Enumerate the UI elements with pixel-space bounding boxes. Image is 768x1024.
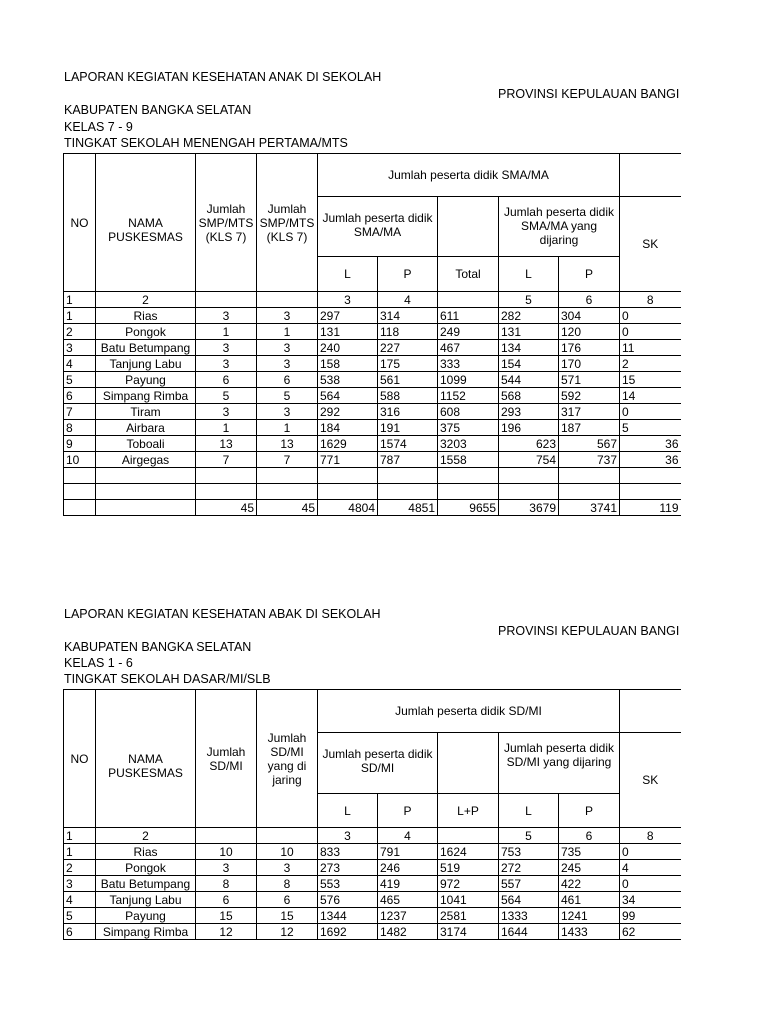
table-cell: 4851 xyxy=(378,500,438,516)
table-cell xyxy=(378,484,438,500)
table-cell: 1 xyxy=(196,324,257,340)
table-cell: 3 xyxy=(257,356,318,372)
table-cell: 8 xyxy=(257,876,318,892)
table-cell: 787 xyxy=(378,452,438,468)
table-cell: 1644 xyxy=(499,924,559,940)
table-cell: 2 xyxy=(64,324,96,340)
table-cell xyxy=(64,484,96,500)
table-cell: 461 xyxy=(559,892,620,908)
table-cell: 3679 xyxy=(499,500,559,516)
table-cell: 3 xyxy=(196,340,257,356)
table-cell: Batu Betumpang xyxy=(96,876,196,892)
table-cell: 576 xyxy=(318,892,378,908)
table-cell: 7 xyxy=(196,452,257,468)
header-p-1: P xyxy=(378,257,438,292)
table-cell: 297 xyxy=(318,308,378,324)
table-cell: 5 xyxy=(64,372,96,388)
table-cell: 567 xyxy=(559,436,620,452)
table-cell: 120 xyxy=(559,324,620,340)
table-cell: 833 xyxy=(318,844,378,860)
table-cell xyxy=(196,292,257,308)
table-cell: 7 xyxy=(64,404,96,420)
table-cell: 191 xyxy=(378,420,438,436)
table-cell: 13 xyxy=(257,436,318,452)
table-cell: 564 xyxy=(318,388,378,404)
table-cell: 544 xyxy=(499,372,559,388)
header-sub-1: Jumlah peserta didik SMA/MA xyxy=(318,197,438,257)
table-cell: 118 xyxy=(378,324,438,340)
table-cell: 15 xyxy=(620,372,681,388)
table-cell: 0 xyxy=(620,404,681,420)
report2-province: PROVINSI KEPULAUAN BANGI xyxy=(498,624,680,638)
report1-province: PROVINSI KEPULAUAN BANGI xyxy=(498,87,680,101)
header-p-2: P xyxy=(559,794,620,828)
table-cell: 735 xyxy=(559,844,620,860)
table-cell: Rias xyxy=(96,844,196,860)
table-cell: 10 xyxy=(64,452,96,468)
table-cell: 5 xyxy=(196,388,257,404)
table-cell xyxy=(257,828,318,844)
table-row xyxy=(64,356,681,372)
table-cell: 3 xyxy=(196,356,257,372)
table-cell: 754 xyxy=(499,452,559,468)
table-cell: 273 xyxy=(318,860,378,876)
table-cell xyxy=(96,468,196,484)
table-cell: 2 xyxy=(96,828,196,844)
report1-level: TINGKAT SEKOLAH MENENGAH PERTAMA/MTS xyxy=(64,136,348,150)
table-cell: 0 xyxy=(620,844,681,860)
table-cell: 9655 xyxy=(438,500,499,516)
table-cell: 131 xyxy=(318,324,378,340)
table-cell: 4 xyxy=(64,356,96,372)
table-cell: 467 xyxy=(438,340,499,356)
table-cell: 3 xyxy=(196,308,257,324)
table-cell: Pongok xyxy=(96,324,196,340)
table-cell: 175 xyxy=(378,356,438,372)
table-cell: 419 xyxy=(378,876,438,892)
table-cell: 3 xyxy=(257,860,318,876)
table-cell: 1 xyxy=(64,844,96,860)
table-cell: 1 xyxy=(257,420,318,436)
table-cell: 5 xyxy=(257,388,318,404)
table-cell: 34 xyxy=(620,892,681,908)
table-cell: 11 xyxy=(620,340,681,356)
table-cell: 3 xyxy=(257,404,318,420)
table-cell: 2 xyxy=(64,860,96,876)
table-cell: 293 xyxy=(499,404,559,420)
table-cell: 15 xyxy=(257,908,318,924)
table-cell: 6 xyxy=(257,892,318,908)
header-l-2: L xyxy=(499,257,559,292)
table-cell: 3 xyxy=(318,828,378,844)
table-cell xyxy=(257,468,318,484)
table-cell xyxy=(559,468,620,484)
table-cell xyxy=(64,500,96,516)
header-p-2: P xyxy=(559,257,620,292)
table-cell: 3 xyxy=(64,340,96,356)
table-row xyxy=(64,844,681,860)
table-cell: 170 xyxy=(559,356,620,372)
table-cell: 4804 xyxy=(318,500,378,516)
table-cell: 753 xyxy=(499,844,559,860)
table-cell: 227 xyxy=(378,340,438,356)
table-row xyxy=(64,860,681,876)
table-cell: 119 xyxy=(620,500,681,516)
table-cell: 1237 xyxy=(378,908,438,924)
table-cell: 5 xyxy=(64,908,96,924)
table-cell: 240 xyxy=(318,340,378,356)
table-cell: 3 xyxy=(257,340,318,356)
table-cell: 2 xyxy=(620,356,681,372)
table-cell: 771 xyxy=(318,452,378,468)
table-cell: 623 xyxy=(499,436,559,452)
table-cell: 36 xyxy=(620,452,681,468)
header-sk: SK xyxy=(620,197,681,292)
table-row-empty xyxy=(64,484,681,500)
table-cell: 317 xyxy=(559,404,620,420)
table-cell: 519 xyxy=(438,860,499,876)
table-cell: 564 xyxy=(499,892,559,908)
table-cell: 553 xyxy=(318,876,378,892)
table-row xyxy=(64,388,681,404)
table-cell: Airgegas xyxy=(96,452,196,468)
report2-title: LAPORAN KEGIATAN KESEHATAN ABAK DI SEKOLAH xyxy=(64,607,381,621)
table-cell: 9 xyxy=(64,436,96,452)
table-cell xyxy=(559,484,620,500)
table-cell xyxy=(318,468,378,484)
table-cell xyxy=(438,468,499,484)
table-cell: 292 xyxy=(318,404,378,420)
table-cell: 99 xyxy=(620,908,681,924)
table-cell: 0 xyxy=(620,308,681,324)
header-sub-1: Jumlah peserta didik SD/MI xyxy=(318,733,438,794)
table-cell: 571 xyxy=(559,372,620,388)
table-cell: 422 xyxy=(559,876,620,892)
table-cell: Rias xyxy=(96,308,196,324)
header-jumlah-1: Jumlah SMP/MTS (KLS 7) xyxy=(196,154,257,292)
table-cell: 608 xyxy=(438,404,499,420)
table-row xyxy=(64,924,681,940)
table-cell: 1629 xyxy=(318,436,378,452)
table-cell: 8 xyxy=(620,292,681,308)
report2-grade: KELAS 1 - 6 xyxy=(64,656,133,670)
table-cell: 1041 xyxy=(438,892,499,908)
table-cell: 316 xyxy=(378,404,438,420)
table-cell: 1624 xyxy=(438,844,499,860)
table-cell: 12 xyxy=(257,924,318,940)
table-cell: 1333 xyxy=(499,908,559,924)
table-cell: 249 xyxy=(438,324,499,340)
table-cell: 568 xyxy=(499,388,559,404)
table-cell: 8 xyxy=(620,828,681,844)
table-cell: 36 xyxy=(620,436,681,452)
header-nama-puskesmas: NAMA PUSKESMAS xyxy=(96,690,196,828)
table-cell: 1692 xyxy=(318,924,378,940)
table-cell: 6 xyxy=(559,828,620,844)
table-cell: 10 xyxy=(257,844,318,860)
table-cell: Tanjung Labu xyxy=(96,892,196,908)
header-group: Jumlah peserta didik SD/MI xyxy=(318,690,620,733)
table-cell xyxy=(257,292,318,308)
table-cell: Airbara xyxy=(96,420,196,436)
table-cell: 1 xyxy=(64,308,96,324)
table-cell xyxy=(438,484,499,500)
table-cell xyxy=(96,484,196,500)
table-cell: Toboali xyxy=(96,436,196,452)
table-cell: 4 xyxy=(620,860,681,876)
table-cell: 245 xyxy=(559,860,620,876)
table-row xyxy=(64,876,681,892)
header-l-2: L xyxy=(499,794,559,828)
table-cell: 5 xyxy=(499,828,559,844)
table-cell: 561 xyxy=(378,372,438,388)
header-total: L+P xyxy=(438,794,499,828)
report1-district: KABUPATEN BANGKA SELATAN xyxy=(64,103,252,117)
report1-table xyxy=(63,153,681,516)
table-cell: 3 xyxy=(196,404,257,420)
table-cell: 3 xyxy=(196,860,257,876)
table-cell: 538 xyxy=(318,372,378,388)
report2-level: TINGKAT SEKOLAH DASAR/MI/SLB xyxy=(64,672,271,686)
table-cell: 13 xyxy=(196,436,257,452)
table-row-total xyxy=(64,500,681,516)
table-cell xyxy=(620,484,681,500)
header-group: Jumlah peserta didik SMA/MA xyxy=(318,154,620,197)
report1-grade: KELAS 7 - 9 xyxy=(64,120,133,134)
table-cell: Simpang Rimba xyxy=(96,924,196,940)
table-cell xyxy=(499,484,559,500)
table-cell: 45 xyxy=(257,500,318,516)
table-cell: 14 xyxy=(620,388,681,404)
table-row xyxy=(64,452,681,468)
table-cell: 6 xyxy=(257,372,318,388)
table-cell: Simpang Rimba xyxy=(96,388,196,404)
table-cell: 6 xyxy=(64,388,96,404)
table-cell: 196 xyxy=(499,420,559,436)
table-cell xyxy=(257,484,318,500)
table-cell: 184 xyxy=(318,420,378,436)
table-cell: 611 xyxy=(438,308,499,324)
table-cell: 314 xyxy=(378,308,438,324)
table-cell: 1433 xyxy=(559,924,620,940)
table-cell xyxy=(620,468,681,484)
table-cell xyxy=(196,828,257,844)
header-no: NO xyxy=(64,690,96,828)
table-cell: 15 xyxy=(196,908,257,924)
table-cell: 134 xyxy=(499,340,559,356)
table-row xyxy=(64,404,681,420)
table-cell: 6 xyxy=(196,372,257,388)
table-cell: 3 xyxy=(318,292,378,308)
table-cell: 154 xyxy=(499,356,559,372)
table-cell: Tanjung Labu xyxy=(96,356,196,372)
table-row-index xyxy=(64,828,681,844)
header-jumlah-2: Jumlah SMP/MTS (KLS 7) xyxy=(257,154,318,292)
table-cell: 10 xyxy=(196,844,257,860)
table-row-index xyxy=(64,292,681,308)
table-cell: 375 xyxy=(438,420,499,436)
header-no: NO xyxy=(64,154,96,292)
table-cell: Payung xyxy=(96,372,196,388)
table-cell: 1 xyxy=(64,828,96,844)
table-cell: 7 xyxy=(257,452,318,468)
table-row-empty xyxy=(64,468,681,484)
header-sub-2: Jumlah peserta didik SD/MI yang dijaring xyxy=(499,733,620,794)
table-cell: 246 xyxy=(378,860,438,876)
table-cell: Payung xyxy=(96,908,196,924)
table-cell xyxy=(196,468,257,484)
table-cell: 2581 xyxy=(438,908,499,924)
table-cell: 737 xyxy=(559,452,620,468)
table-cell: Pongok xyxy=(96,860,196,876)
table-cell: 588 xyxy=(378,388,438,404)
table-row xyxy=(64,420,681,436)
table-cell: Tiram xyxy=(96,404,196,420)
table-cell: 1344 xyxy=(318,908,378,924)
table-cell: 4 xyxy=(64,892,96,908)
table-cell: 333 xyxy=(438,356,499,372)
table-cell: 1241 xyxy=(559,908,620,924)
table-cell: 6 xyxy=(559,292,620,308)
header-sub-2: Jumlah peserta didik SMA/MA yang dijaring xyxy=(499,197,620,257)
table-cell: 282 xyxy=(499,308,559,324)
table-cell: Batu Betumpang xyxy=(96,340,196,356)
table-cell: 1482 xyxy=(378,924,438,940)
table-cell: 1099 xyxy=(438,372,499,388)
table-cell: 4 xyxy=(378,292,438,308)
table-cell: 3 xyxy=(257,308,318,324)
table-cell: 176 xyxy=(559,340,620,356)
table-cell: 1574 xyxy=(378,436,438,452)
table-cell: 3203 xyxy=(438,436,499,452)
table-row xyxy=(64,308,681,324)
table-cell: 2 xyxy=(96,292,196,308)
table-row xyxy=(64,436,681,452)
header-nama-puskesmas: NAMA PUSKESMAS xyxy=(96,154,196,292)
table-cell xyxy=(438,292,499,308)
table-cell xyxy=(438,828,499,844)
table-cell: 45 xyxy=(196,500,257,516)
table-cell: 5 xyxy=(620,420,681,436)
table-cell: 0 xyxy=(620,324,681,340)
table-row xyxy=(64,892,681,908)
table-cell: 8 xyxy=(196,876,257,892)
table-cell: 4 xyxy=(378,828,438,844)
table-cell xyxy=(378,468,438,484)
table-cell: 465 xyxy=(378,892,438,908)
table-row xyxy=(64,324,681,340)
table-cell: 131 xyxy=(499,324,559,340)
table-cell: 791 xyxy=(378,844,438,860)
table-cell: 62 xyxy=(620,924,681,940)
header-l-1: L xyxy=(318,794,378,828)
table-cell: 158 xyxy=(318,356,378,372)
table-cell: 12 xyxy=(196,924,257,940)
table-cell xyxy=(318,484,378,500)
table-cell: 8 xyxy=(64,420,96,436)
table-cell xyxy=(196,484,257,500)
table-cell: 972 xyxy=(438,876,499,892)
report2-district: KABUPATEN BANGKA SELATAN xyxy=(64,640,252,654)
table-row xyxy=(64,908,681,924)
table-cell xyxy=(499,468,559,484)
table-row xyxy=(64,372,681,388)
table-cell: 3741 xyxy=(559,500,620,516)
table-cell xyxy=(64,468,96,484)
table-cell: 304 xyxy=(559,308,620,324)
header-jumlah-1: Jumlah SD/MI xyxy=(196,690,257,828)
header-p-1: P xyxy=(378,794,438,828)
header-jumlah-2: Jumlah SD/MI yang di jaring xyxy=(257,690,318,828)
table-cell: 592 xyxy=(559,388,620,404)
header-l-1: L xyxy=(318,257,378,292)
table-row xyxy=(64,340,681,356)
table-cell: 0 xyxy=(620,876,681,892)
table-cell: 3174 xyxy=(438,924,499,940)
header-total: Total xyxy=(438,257,499,292)
table-cell xyxy=(96,500,196,516)
table-cell: 187 xyxy=(559,420,620,436)
table-cell: 6 xyxy=(196,892,257,908)
table-cell: 1152 xyxy=(438,388,499,404)
table-cell: 1558 xyxy=(438,452,499,468)
table-cell: 557 xyxy=(499,876,559,892)
table-cell: 5 xyxy=(499,292,559,308)
table-cell: 3 xyxy=(64,876,96,892)
table-cell: 1 xyxy=(196,420,257,436)
table-cell: 6 xyxy=(64,924,96,940)
table-cell: 1 xyxy=(64,292,96,308)
report2-table xyxy=(63,689,681,940)
report1-title: LAPORAN KEGIATAN KESEHATAN ANAK DI SEKOLAH xyxy=(64,70,382,84)
header-sk: SK xyxy=(620,733,681,828)
table-cell: 272 xyxy=(499,860,559,876)
table-cell: 1 xyxy=(257,324,318,340)
